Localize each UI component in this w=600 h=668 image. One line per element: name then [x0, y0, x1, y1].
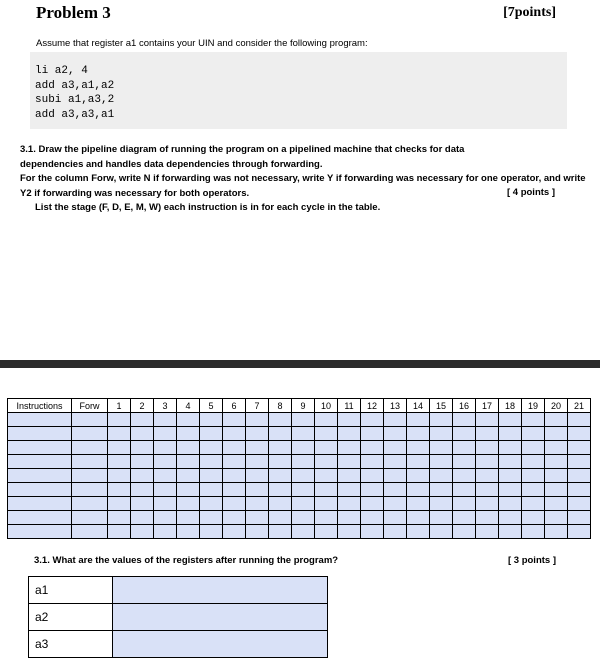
pipeline-cell[interactable]	[361, 455, 384, 469]
pipeline-header-cell: 16	[453, 399, 476, 413]
pipeline-cell[interactable]	[476, 483, 499, 497]
pipeline-cell[interactable]	[361, 525, 384, 539]
pipeline-cell[interactable]	[522, 511, 545, 525]
pipeline-cell[interactable]	[292, 525, 315, 539]
pipeline-cell[interactable]	[476, 469, 499, 483]
register-value-cell[interactable]	[113, 631, 328, 658]
pipeline-cell[interactable]	[177, 483, 200, 497]
pipeline-row	[8, 483, 591, 497]
pipeline-cell[interactable]	[315, 497, 338, 511]
pipeline-cell[interactable]	[407, 511, 430, 525]
pipeline-cell[interactable]	[223, 497, 246, 511]
pipeline-cell[interactable]	[131, 483, 154, 497]
pipeline-cell[interactable]	[499, 427, 522, 441]
pipeline-table	[7, 398, 591, 539]
problem-title: Problem 3	[36, 3, 111, 22]
pipeline-header-cell: 10	[315, 399, 338, 413]
pipeline-cell[interactable]	[177, 441, 200, 455]
pipeline-cell[interactable]	[476, 511, 499, 525]
pipeline-cell[interactable]	[568, 483, 591, 497]
pipeline-cell[interactable]	[338, 441, 361, 455]
pipeline-cell[interactable]	[200, 441, 223, 455]
pipeline-cell[interactable]	[476, 441, 499, 455]
pipeline-cell[interactable]	[177, 511, 200, 525]
pipeline-cell[interactable]	[384, 497, 407, 511]
pipeline-cell[interactable]	[522, 525, 545, 539]
pipeline-cell[interactable]	[200, 455, 223, 469]
pipeline-cell[interactable]	[499, 497, 522, 511]
pipeline-cell[interactable]	[72, 469, 108, 483]
q31-line2: dependencies and handles data dependencies through forwarding.	[20, 158, 323, 170]
pipeline-cell[interactable]	[384, 511, 407, 525]
pipeline-cell[interactable]	[568, 511, 591, 525]
pipeline-cell[interactable]	[545, 441, 568, 455]
pipeline-cell[interactable]	[200, 413, 223, 427]
pipeline-cell[interactable]	[384, 483, 407, 497]
pipeline-cell[interactable]	[223, 413, 246, 427]
pipeline-cell[interactable]	[154, 455, 177, 469]
pipeline-cell[interactable]	[269, 427, 292, 441]
pipeline-cell[interactable]	[292, 455, 315, 469]
pipeline-cell[interactable]	[453, 469, 476, 483]
pipeline-cell[interactable]	[568, 413, 591, 427]
pipeline-cell[interactable]	[292, 441, 315, 455]
pipeline-cell[interactable]	[8, 469, 72, 483]
pipeline-cell[interactable]	[131, 525, 154, 539]
pipeline-cell[interactable]	[108, 413, 131, 427]
pipeline-cell[interactable]	[177, 413, 200, 427]
pipeline-cell[interactable]	[154, 483, 177, 497]
pipeline-cell[interactable]	[223, 469, 246, 483]
pipeline-cell[interactable]	[545, 497, 568, 511]
pipeline-cell[interactable]	[522, 483, 545, 497]
pipeline-cell[interactable]	[338, 525, 361, 539]
pipeline-cell[interactable]	[453, 525, 476, 539]
q31-points: [ 4 points ]	[506, 187, 555, 198]
pipeline-cell[interactable]	[8, 413, 72, 427]
pipeline-cell[interactable]	[131, 413, 154, 427]
pipeline-cell[interactable]	[499, 511, 522, 525]
pipeline-cell[interactable]	[177, 455, 200, 469]
q32-points: [ 3 points ]	[507, 555, 556, 566]
pipeline-cell[interactable]	[384, 469, 407, 483]
pipeline-row	[8, 455, 591, 469]
pipeline-cell[interactable]	[108, 455, 131, 469]
pipeline-cell[interactable]	[246, 511, 269, 525]
pipeline-cell[interactable]	[72, 441, 108, 455]
pipeline-cell[interactable]	[430, 427, 453, 441]
pipeline-cell[interactable]	[384, 455, 407, 469]
pipeline-cell[interactable]	[200, 469, 223, 483]
pipeline-header-cell: 20	[545, 399, 568, 413]
pipeline-cell[interactable]	[361, 483, 384, 497]
pipeline-cell[interactable]	[568, 497, 591, 511]
pipeline-cell[interactable]	[568, 455, 591, 469]
pipeline-cell[interactable]	[545, 483, 568, 497]
register-value-cell[interactable]	[113, 577, 328, 604]
pipeline-cell[interactable]	[131, 497, 154, 511]
pipeline-cell[interactable]	[476, 413, 499, 427]
pipeline-cell[interactable]	[108, 469, 131, 483]
pipeline-row	[8, 413, 591, 427]
program-code: li a2, 4 add a3,a1,a2 subi a1,a3,2 add a3,a3,a1	[35, 65, 115, 121]
pipeline-cell[interactable]	[315, 525, 338, 539]
pipeline-cell[interactable]	[315, 511, 338, 525]
pipeline-cell[interactable]	[545, 413, 568, 427]
pipeline-cell[interactable]	[108, 427, 131, 441]
pipeline-header-cell: 2	[131, 399, 154, 413]
pipeline-cell[interactable]	[8, 497, 72, 511]
pipeline-cell[interactable]	[154, 469, 177, 483]
pipeline-cell[interactable]	[177, 497, 200, 511]
pipeline-cell[interactable]	[246, 497, 269, 511]
pipeline-header-cell: 14	[407, 399, 430, 413]
pipeline-row	[8, 427, 591, 441]
question-3-1	[20, 143, 595, 216]
pipeline-cell[interactable]	[154, 441, 177, 455]
pipeline-header-cell: 8	[269, 399, 292, 413]
pipeline-cell[interactable]	[545, 511, 568, 525]
pipeline-cell[interactable]	[177, 427, 200, 441]
pipeline-cell[interactable]	[72, 483, 108, 497]
pipeline-cell[interactable]	[430, 511, 453, 525]
pipeline-cell[interactable]	[200, 483, 223, 497]
code-box	[30, 52, 567, 129]
pipeline-cell[interactable]	[72, 511, 108, 525]
pipeline-cell[interactable]	[223, 427, 246, 441]
pipeline-cell[interactable]	[499, 525, 522, 539]
intro-text: Assume that register a1 contains your UIN and consider the following program:	[36, 38, 368, 49]
pipeline-header-cell: 7	[246, 399, 269, 413]
pipeline-cell[interactable]	[200, 427, 223, 441]
pipeline-cell[interactable]	[269, 525, 292, 539]
pipeline-cell[interactable]	[407, 413, 430, 427]
pipeline-cell[interactable]	[269, 497, 292, 511]
pipeline-header-cell: 18	[499, 399, 522, 413]
pipeline-cell[interactable]	[131, 441, 154, 455]
pipeline-cell[interactable]	[384, 413, 407, 427]
pipeline-header-cell: 4	[177, 399, 200, 413]
pipeline-cell[interactable]	[522, 413, 545, 427]
pipeline-cell[interactable]	[568, 441, 591, 455]
pipeline-row	[8, 511, 591, 525]
pipeline-cell[interactable]	[338, 427, 361, 441]
register-value-cell[interactable]	[113, 604, 328, 631]
problem-points: [7points]	[503, 5, 556, 20]
pipeline-cell[interactable]	[338, 469, 361, 483]
pipeline-cell[interactable]	[430, 525, 453, 539]
register-label: a1	[29, 577, 113, 604]
pipeline-cell[interactable]	[522, 441, 545, 455]
pipeline-cell[interactable]	[499, 441, 522, 455]
pipeline-cell[interactable]	[269, 469, 292, 483]
pipeline-cell[interactable]	[430, 455, 453, 469]
pipeline-header-cell: 12	[361, 399, 384, 413]
pipeline-cell[interactable]	[8, 511, 72, 525]
pipeline-cell[interactable]	[269, 441, 292, 455]
pipeline-header-cell: 15	[430, 399, 453, 413]
pipeline-cell[interactable]	[315, 427, 338, 441]
pipeline-cell[interactable]	[361, 413, 384, 427]
pipeline-cell[interactable]	[154, 525, 177, 539]
pipeline-cell[interactable]	[269, 413, 292, 427]
pipeline-cell[interactable]	[108, 497, 131, 511]
pipeline-row	[8, 497, 591, 511]
pipeline-cell[interactable]	[384, 525, 407, 539]
pipeline-header-cell: 17	[476, 399, 499, 413]
pipeline-cell[interactable]	[269, 455, 292, 469]
pipeline-cell[interactable]	[361, 497, 384, 511]
pipeline-cell[interactable]	[453, 497, 476, 511]
pipeline-cell[interactable]	[292, 483, 315, 497]
pipeline-cell[interactable]	[8, 455, 72, 469]
pipeline-cell[interactable]	[246, 427, 269, 441]
pipeline-cell[interactable]	[131, 455, 154, 469]
pipeline-cell[interactable]	[177, 525, 200, 539]
pipeline-cell[interactable]	[430, 441, 453, 455]
pipeline-cell[interactable]	[453, 441, 476, 455]
pipeline-header-cell: 11	[338, 399, 361, 413]
pipeline-cell[interactable]	[407, 441, 430, 455]
pipeline-cell[interactable]	[223, 511, 246, 525]
pipeline-cell[interactable]	[246, 441, 269, 455]
pipeline-cell[interactable]	[407, 483, 430, 497]
pipeline-cell[interactable]	[407, 497, 430, 511]
pipeline-cell[interactable]	[200, 525, 223, 539]
pipeline-cell[interactable]	[453, 427, 476, 441]
pipeline-header-cell: 21	[568, 399, 591, 413]
pipeline-cell[interactable]	[522, 469, 545, 483]
register-row	[29, 577, 328, 604]
q31-line4: Y2 if forwarding was necessary for both operators.	[20, 187, 250, 199]
pipeline-cell[interactable]	[131, 469, 154, 483]
pipeline-cell[interactable]	[246, 413, 269, 427]
pipeline-cell[interactable]	[568, 525, 591, 539]
section-divider	[0, 360, 600, 368]
pipeline-cell[interactable]	[430, 469, 453, 483]
pipeline-header-row	[8, 399, 591, 413]
pipeline-cell[interactable]	[154, 413, 177, 427]
pipeline-cell[interactable]	[8, 441, 72, 455]
pipeline-cell[interactable]	[384, 427, 407, 441]
pipeline-cell[interactable]	[200, 511, 223, 525]
pipeline-cell[interactable]	[72, 525, 108, 539]
pipeline-cell[interactable]	[131, 511, 154, 525]
pipeline-cell[interactable]	[72, 455, 108, 469]
pipeline-cell[interactable]	[200, 497, 223, 511]
pipeline-header-cell: 1	[108, 399, 131, 413]
pipeline-cell[interactable]	[499, 455, 522, 469]
pipeline-cell[interactable]	[476, 455, 499, 469]
pipeline-cell[interactable]	[72, 413, 108, 427]
pipeline-row	[8, 525, 591, 539]
pipeline-cell[interactable]	[361, 469, 384, 483]
pipeline-cell[interactable]	[476, 427, 499, 441]
pipeline-header-cell: Forw	[72, 399, 108, 413]
pipeline-cell[interactable]	[154, 511, 177, 525]
q31-line1: 3.1. Draw the pipeline diagram of running the program on a pipelined machine that checks for data	[20, 144, 465, 155]
pipeline-cell[interactable]	[292, 497, 315, 511]
pipeline-cell[interactable]	[108, 525, 131, 539]
pipeline-cell[interactable]	[499, 483, 522, 497]
register-row	[29, 604, 328, 631]
pipeline-cell[interactable]	[430, 497, 453, 511]
pipeline-cell[interactable]	[476, 525, 499, 539]
pipeline-cell[interactable]	[338, 511, 361, 525]
question-3-2: 3.1. What are the values of the registers after running the program?	[34, 555, 339, 566]
pipeline-cell[interactable]	[223, 483, 246, 497]
pipeline-cell[interactable]	[568, 427, 591, 441]
pipeline-cell[interactable]	[223, 455, 246, 469]
pipeline-cell[interactable]	[131, 427, 154, 441]
pipeline-cell[interactable]	[108, 441, 131, 455]
pipeline-cell[interactable]	[269, 511, 292, 525]
pipeline-cell[interactable]	[499, 413, 522, 427]
pipeline-cell[interactable]	[108, 511, 131, 525]
q31-line5: List the stage (F, D, E, M, W) each instruction is in for each cycle in the table.	[35, 202, 381, 213]
pipeline-cell[interactable]	[430, 413, 453, 427]
pipeline-cell[interactable]	[453, 413, 476, 427]
pipeline-cell[interactable]	[72, 497, 108, 511]
pipeline-cell[interactable]	[246, 483, 269, 497]
pipeline-cell[interactable]	[8, 427, 72, 441]
pipeline-cell[interactable]	[269, 483, 292, 497]
register-row	[29, 631, 328, 658]
pipeline-cell[interactable]	[361, 441, 384, 455]
pipeline-cell[interactable]	[72, 427, 108, 441]
pipeline-header-cell: Instructions	[8, 399, 72, 413]
pipeline-cell[interactable]	[453, 483, 476, 497]
pipeline-cell[interactable]	[292, 427, 315, 441]
pipeline-cell[interactable]	[246, 455, 269, 469]
pipeline-cell[interactable]	[315, 455, 338, 469]
pipeline-cell[interactable]	[177, 469, 200, 483]
pipeline-cell[interactable]	[407, 427, 430, 441]
pipeline-cell[interactable]	[8, 483, 72, 497]
pipeline-cell[interactable]	[315, 483, 338, 497]
pipeline-cell[interactable]	[499, 469, 522, 483]
pipeline-cell[interactable]	[223, 525, 246, 539]
pipeline-cell[interactable]	[361, 427, 384, 441]
pipeline-cell[interactable]	[246, 525, 269, 539]
pipeline-cell[interactable]	[338, 413, 361, 427]
pipeline-cell[interactable]	[223, 441, 246, 455]
pipeline-header-cell: 3	[154, 399, 177, 413]
pipeline-cell[interactable]	[407, 455, 430, 469]
pipeline-cell[interactable]	[8, 525, 72, 539]
pipeline-cell[interactable]	[545, 469, 568, 483]
pipeline-cell[interactable]	[154, 497, 177, 511]
pipeline-header-cell: 9	[292, 399, 315, 413]
pipeline-cell[interactable]	[384, 441, 407, 455]
pipeline-cell[interactable]	[522, 427, 545, 441]
register-label: a2	[29, 604, 113, 631]
pipeline-cell[interactable]	[108, 483, 131, 497]
pipeline-cell[interactable]	[522, 497, 545, 511]
pipeline-cell[interactable]	[568, 469, 591, 483]
pipeline-header-cell: 13	[384, 399, 407, 413]
pipeline-row	[8, 441, 591, 455]
pipeline-header-cell: 6	[223, 399, 246, 413]
register-table	[28, 576, 328, 658]
pipeline-cell[interactable]	[315, 441, 338, 455]
pipeline-cell[interactable]	[545, 455, 568, 469]
pipeline-cell[interactable]	[292, 413, 315, 427]
pipeline-row	[8, 469, 591, 483]
pipeline-cell[interactable]	[292, 511, 315, 525]
pipeline-cell[interactable]	[453, 511, 476, 525]
pipeline-cell[interactable]	[338, 455, 361, 469]
pipeline-cell[interactable]	[338, 497, 361, 511]
pipeline-cell[interactable]	[476, 497, 499, 511]
pipeline-cell[interactable]	[522, 455, 545, 469]
q31-line3: For the column Forw, write N if forwarding was not necessary, write Y if forwarding was necessary for one operator, and write	[20, 173, 586, 184]
pipeline-cell[interactable]	[246, 469, 269, 483]
pipeline-cell[interactable]	[453, 455, 476, 469]
register-label: a3	[29, 631, 113, 658]
pipeline-cell[interactable]	[292, 469, 315, 483]
pipeline-cell[interactable]	[545, 525, 568, 539]
pipeline-cell[interactable]	[315, 469, 338, 483]
pipeline-header-cell: 5	[200, 399, 223, 413]
pipeline-cell[interactable]	[315, 413, 338, 427]
pipeline-cell[interactable]	[338, 483, 361, 497]
pipeline-cell[interactable]	[545, 427, 568, 441]
pipeline-cell[interactable]	[154, 427, 177, 441]
pipeline-header-cell: 19	[522, 399, 545, 413]
pipeline-cell[interactable]	[361, 511, 384, 525]
pipeline-cell[interactable]	[407, 469, 430, 483]
pipeline-cell[interactable]	[407, 525, 430, 539]
pipeline-cell[interactable]	[430, 483, 453, 497]
